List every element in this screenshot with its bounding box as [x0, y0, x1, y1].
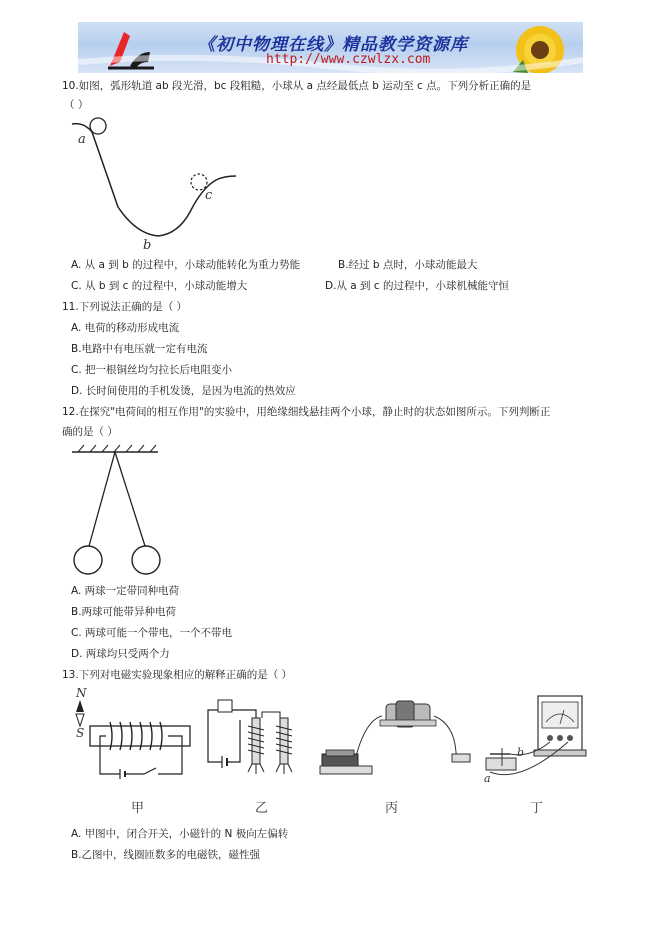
q10-bracket: （ ） [64, 99, 89, 111]
q13-caption-ding: 丁 [530, 801, 544, 816]
banner-url: http://www.czwlzx.com [266, 52, 431, 67]
q10-label-c: c [205, 188, 213, 203]
q10-figure [66, 112, 246, 257]
q13-caption-jia: 甲 [131, 801, 145, 816]
q12-option-a: A. 两球一定带同种电荷 [71, 585, 180, 597]
q10-option-c: C. 从 b 到 c 的过程中，小球动能增大 [71, 280, 248, 292]
q13-option-a: A. 甲图中，闭合开关，小磁针的 N 极向左偏转 [71, 828, 289, 840]
q12-option-c: C. 两球可能一个带电，一个不带电 [71, 627, 233, 639]
q11-stem: 11.下列说法正确的是（ ） [62, 301, 188, 313]
q13-stem: 13.下列对电磁实验现象相应的解释正确的是（ ） [62, 669, 293, 681]
q10-option-d: D.从 a 到 c 的过程中，小球机械能守恒 [325, 280, 509, 292]
q13-figure-yi [200, 692, 300, 780]
banner-title: 《初中物理在线》精品教学资源库 [198, 35, 468, 55]
q11-option-b: B.电路中有电压就一定有电流 [71, 343, 208, 355]
q10-option-b: B.经过 b 点时，小球动能最大 [338, 259, 478, 271]
q10-option-a: A. 从 a 到 b 的过程中，小球动能转化为重力势能 [71, 259, 301, 271]
q13-label-s: S [76, 726, 85, 740]
q10-label-b: b [143, 238, 152, 253]
q12-stem-cont: 确的是（ ） [62, 426, 118, 438]
q12-option-b: B.两球可能带异种电荷 [71, 606, 177, 618]
q13-label-b: b [517, 746, 525, 759]
q13-figure-bing [316, 696, 476, 788]
q13-caption-bing: 丙 [385, 801, 399, 816]
q11-option-d: D. 长时间使用的手机发烫，是因为电流的热效应 [71, 385, 296, 397]
q12-figure [68, 444, 168, 579]
q12-option-d: D. 两球均只受两个力 [71, 648, 170, 660]
q11-option-c: C. 把一根铜丝均匀拉长后电阻变小 [71, 364, 233, 376]
q13-figure-jia [70, 686, 200, 782]
header-banner [78, 22, 583, 73]
q13-caption-yi: 乙 [255, 801, 269, 816]
q13-figure-ding [480, 692, 590, 790]
q11-option-a: A. 电荷的移动形成电流 [71, 322, 180, 334]
q10-stem: 10.如图，弧形轨道 ab 段光滑，bc 段粗糙，小球从 a 点经最低点 b 运动至 c 点。下列分析正确的是 [62, 80, 532, 92]
logo-icon [108, 32, 154, 68]
q13-label-a: a [484, 772, 491, 785]
q12-stem: 12.在探究"电荷间的相互作用"的实验中，用绝缘细线悬挂两个小球，静止时的状态如图所示。下列判断正 [62, 406, 551, 418]
q13-label-n: N [76, 686, 87, 700]
q10-label-a: a [78, 132, 86, 147]
q13-option-b: B.乙图中，线圈匝数多的电磁铁，磁性强 [71, 849, 261, 861]
